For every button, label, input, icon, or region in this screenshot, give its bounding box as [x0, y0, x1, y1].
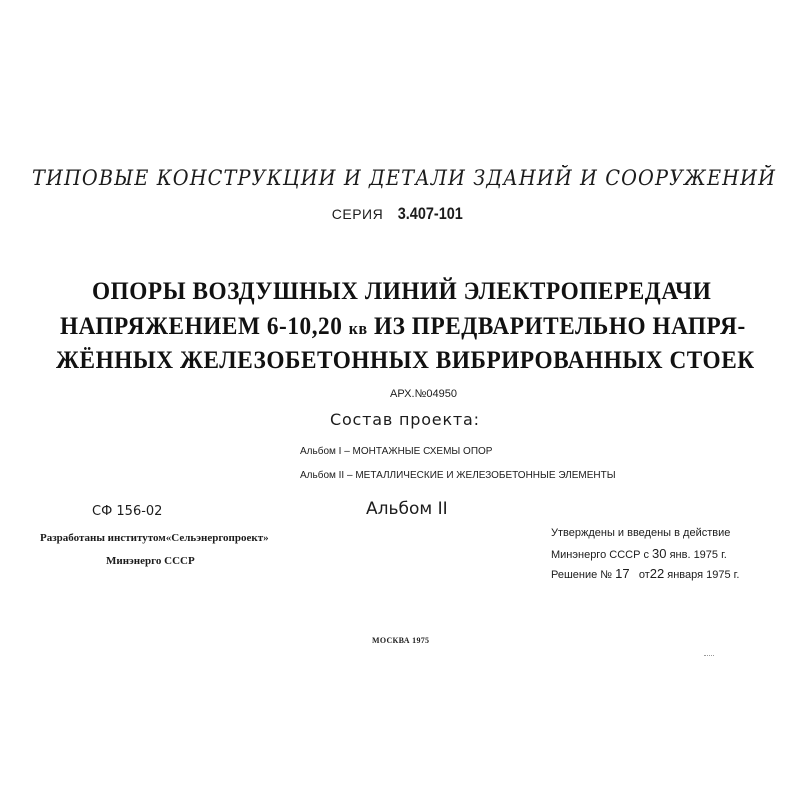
series-heading: ТИПОВЫЕ КОНСТРУКЦИИ И ДЕТАЛИ ЗДАНИЙ И СООРУЖЕНИЙ: [32, 166, 777, 190]
main-title-line-2: [60, 313, 746, 341]
approval-line-2: [551, 546, 727, 561]
voltage-text: НАПРЯЖЕНИЕМ 6-10,20: [60, 313, 343, 340]
voltage-unit: кв: [348, 319, 368, 338]
approval-line-3: [551, 566, 739, 581]
album-list-item: Альбом II – МЕТАЛЛИЧЕСКИЕ И ЖЕЛЕЗОБЕТОННЫЕ ЭЛЕМЕНТЫ: [300, 470, 616, 481]
approval-day: 30: [652, 546, 667, 561]
city-year: МОСКВА 1975: [372, 636, 430, 645]
sf-code: СФ 156-02: [92, 504, 163, 519]
decision-number: 17: [615, 566, 630, 581]
album-list-item: Альбом I – МОНТАЖНЫЕ СХЕМЫ ОПОР: [300, 446, 493, 457]
ministry-text: Минэнерго СССР: [106, 555, 195, 567]
developer-text: Разработаны институтом«Сельэнергопроект»: [40, 532, 269, 544]
main-title-line-1: ОПОРЫ ВОЗДУШНЫХ ЛИНИЙ ЭЛЕКТРОПЕРЕДАЧИ: [92, 278, 712, 305]
scan-speck: [704, 655, 714, 658]
archive-number: АРХ.№04950: [390, 388, 457, 400]
series-label: СЕРИЯ: [331, 206, 384, 222]
decision-day: 22: [649, 566, 665, 581]
series-number: 3.407-101: [397, 204, 463, 223]
approval-line-1: Утверждены и введены в действие: [551, 527, 731, 539]
main-title-line-3: ЖЁННЫХ ЖЕЛЕЗОБЕТОННЫХ ВИБРИРОВАННЫХ СТОЕК: [56, 347, 755, 374]
composition-heading: Состав проекта:: [330, 410, 480, 429]
approval-ministry: Минэнерго СССР с: [551, 549, 649, 561]
decision-label: Решение №: [551, 569, 613, 581]
decision-from: от: [638, 569, 650, 581]
current-album: Альбом II: [366, 499, 448, 519]
decision-date: января 1975 г.: [667, 569, 740, 581]
title-continuation: ИЗ ПРЕДВАРИТЕЛЬНО НАПРЯ-: [373, 313, 746, 340]
approval-date: янв. 1975 г.: [669, 549, 727, 561]
series-number-line: [0, 204, 800, 224]
